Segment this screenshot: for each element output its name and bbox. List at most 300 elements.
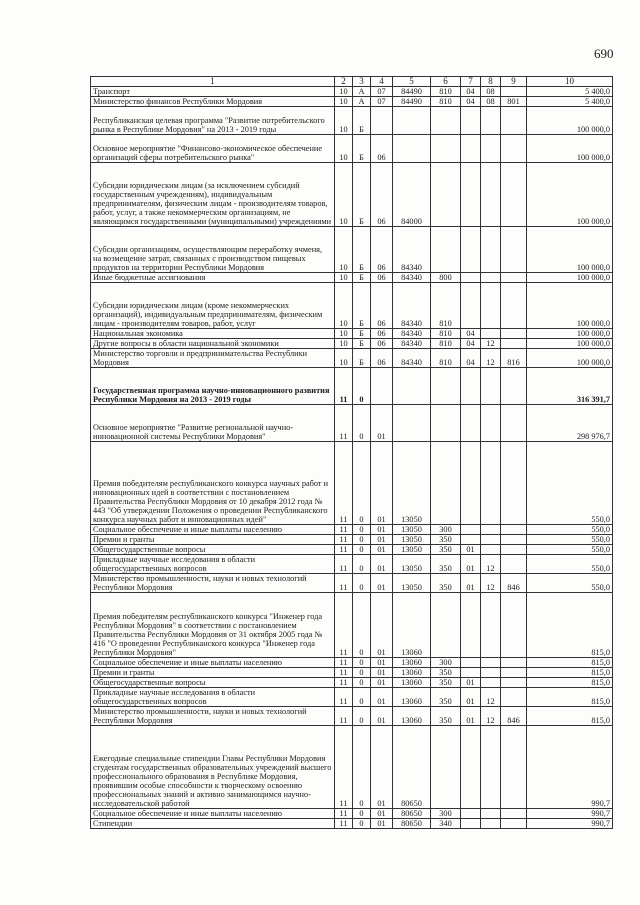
code-section-cell (461, 405, 481, 442)
code-expense-type-cell: 300 (431, 658, 461, 668)
code-pp-cell: Б (353, 349, 371, 368)
code-direction-cell: 13060 (393, 658, 431, 668)
code-section-cell (461, 135, 481, 163)
table-row (91, 555, 613, 574)
code-direction-cell: 84490 (393, 87, 431, 97)
item-name-cell: Прикладные научные исследования в области общегосударственных вопросов (91, 555, 335, 574)
code-ministry-cell (501, 227, 527, 273)
item-name-cell: Министерство промышленности, науки и новых технологий Республики Мордовия (91, 574, 335, 593)
item-name-cell: Иные бюджетные ассигнования (91, 273, 335, 283)
code-pp-cell: Б (353, 283, 371, 329)
code-pp-cell: Б (353, 273, 371, 283)
code-ministry-cell (501, 87, 527, 97)
code-gp-cell: 11 (335, 405, 353, 442)
code-pp-cell: 0 (353, 668, 371, 678)
code-ministry-cell (501, 819, 527, 829)
code-expense-type-cell: 350 (431, 555, 461, 574)
code-section-cell: 04 (461, 339, 481, 349)
amount-cell: 100 000,0 (527, 349, 613, 368)
amount-cell: 815,0 (527, 668, 613, 678)
code-gp-cell: 11 (335, 525, 353, 535)
code-pp-cell: 0 (353, 442, 371, 525)
code-ministry-cell: 801 (501, 97, 527, 107)
code-expense-type-cell: 810 (431, 283, 461, 329)
code-gp-cell: 10 (335, 163, 353, 227)
header-cell: 10 (527, 77, 613, 87)
budget-table (90, 76, 613, 829)
code-om-cell: 07 (371, 87, 393, 97)
table-row (91, 442, 613, 525)
code-expense-type-cell: 350 (431, 678, 461, 688)
item-name-cell: Премии и гранты (91, 668, 335, 678)
table-row (91, 163, 613, 227)
table-row (91, 658, 613, 668)
code-direction-cell: 84340 (393, 339, 431, 349)
amount-cell: 990,7 (527, 809, 613, 819)
table-row (91, 819, 613, 829)
item-name-cell: Субсидии юридическим лицам (за исключением субсидий государственным учреждениям), индивидуальным предпринимателям, физическим лицам - производителям товаров, работ, услуг, а также некоммерческим организациям, не являющимся государственными (муниципальными) учреждениями (91, 163, 335, 227)
code-subsection-cell (481, 658, 501, 668)
item-name-cell: Субсидии юридическим лицам (кроме некоммерческих организаций), индивидуальным предпринимателям, физическим лицам - производителям товаров, работ, услуг (91, 283, 335, 329)
code-direction-cell: 13050 (393, 442, 431, 525)
item-name-cell: Национальная экономика (91, 329, 335, 339)
code-subsection-cell (481, 809, 501, 819)
code-ministry-cell (501, 726, 527, 809)
header-cell: 8 (481, 77, 501, 87)
item-name-cell: Премия победителям республиканского конкурса научных работ и инновационных идей в соответствии с постановлением Правительства Республики Мордовия от 10 декабря 2012 года № 443 "Об утверждении Положения о проведении Республиканского конкурса научных работ и инновационных идей" (91, 442, 335, 525)
amount-cell: 5 400,0 (527, 97, 613, 107)
code-gp-cell: 10 (335, 87, 353, 97)
table-row (91, 688, 613, 707)
header-cell: 5 (393, 77, 431, 87)
code-subsection-cell (481, 678, 501, 688)
code-ministry-cell (501, 678, 527, 688)
code-gp-cell: 11 (335, 688, 353, 707)
item-name-cell: Транспорт (91, 87, 335, 97)
code-section-cell (461, 726, 481, 809)
item-name-cell: Субсидии организациям, осуществляющим переработку ячменя, на возмещение затрат, связанных с производством пищевых продуктов на территории Республики Мордовия (91, 227, 335, 273)
code-direction-cell: 13060 (393, 678, 431, 688)
code-subsection-cell (481, 135, 501, 163)
code-gp-cell: 11 (335, 555, 353, 574)
code-expense-type-cell (431, 163, 461, 227)
item-name-cell: Социальное обеспечение и иные выплаты населению (91, 658, 335, 668)
code-om-cell: 01 (371, 545, 393, 555)
amount-cell: 100 000,0 (527, 107, 613, 135)
code-gp-cell: 10 (335, 339, 353, 349)
code-gp-cell: 11 (335, 668, 353, 678)
code-section-cell (461, 227, 481, 273)
code-expense-type-cell: 810 (431, 339, 461, 349)
code-gp-cell: 11 (335, 678, 353, 688)
code-ministry-cell (501, 329, 527, 339)
code-section-cell: 04 (461, 97, 481, 107)
code-pp-cell: 0 (353, 368, 371, 405)
header-cell: 2 (335, 77, 353, 87)
code-pp-cell: Б (353, 329, 371, 339)
code-om-cell: 01 (371, 525, 393, 535)
code-om-cell: 01 (371, 668, 393, 678)
code-om-cell: 06 (371, 329, 393, 339)
code-pp-cell: Б (353, 135, 371, 163)
code-ministry-cell (501, 107, 527, 135)
code-expense-type-cell: 810 (431, 87, 461, 97)
amount-cell: 990,7 (527, 726, 613, 809)
item-name-cell: Премия победителям республиканского конкурса "Инженер года Республики Мордовия" в соответствии с постановлением Правительства Республики Мордовия от 31 октября 2005 года № 416 "О проведении Республиканского конкурса "Инженер года Республики Мордовия" (91, 593, 335, 658)
header-cell: 9 (501, 77, 527, 87)
code-section-cell (461, 525, 481, 535)
code-direction-cell: 84490 (393, 97, 431, 107)
code-direction-cell: 13050 (393, 545, 431, 555)
amount-cell: 990,7 (527, 819, 613, 829)
table-row (91, 535, 613, 545)
code-gp-cell: 11 (335, 726, 353, 809)
code-pp-cell: 0 (353, 658, 371, 668)
item-name-cell: Общегосударственные вопросы (91, 678, 335, 688)
code-direction-cell: 13050 (393, 525, 431, 535)
amount-cell: 550,0 (527, 545, 613, 555)
amount-cell: 550,0 (527, 574, 613, 593)
code-direction-cell (393, 135, 431, 163)
code-gp-cell: 11 (335, 658, 353, 668)
amount-cell: 815,0 (527, 688, 613, 707)
item-name-cell: Республиканская целевая программа "Развитие потребительского рынка в Республике Мордовия" на 2013 - 2019 годы (91, 107, 335, 135)
code-om-cell: 01 (371, 819, 393, 829)
amount-cell: 815,0 (527, 593, 613, 658)
code-om-cell: 06 (371, 135, 393, 163)
table-body (91, 87, 613, 829)
code-subsection-cell (481, 525, 501, 535)
code-direction-cell (393, 405, 431, 442)
code-expense-type-cell: 810 (431, 329, 461, 339)
code-gp-cell: 10 (335, 329, 353, 339)
code-pp-cell: 0 (353, 574, 371, 593)
code-subsection-cell: 12 (481, 339, 501, 349)
header-cell: 4 (371, 77, 393, 87)
item-name-cell: Ежегодные специальные стипендии Главы Республики Мордовия студентам государственных образовательных учреждений высшего профессионального образования в Республике Мордовия, проявившим особые способности к творческому освоению профессиональных знаний и активно занимающимся научно-исследовательской работой (91, 726, 335, 809)
code-om-cell: 06 (371, 163, 393, 227)
table-row (91, 283, 613, 329)
code-section-cell: 01 (461, 707, 481, 726)
code-section-cell: 04 (461, 87, 481, 97)
code-ministry-cell (501, 525, 527, 535)
item-name-cell: Министерство торговли и предпринимательства Республики Мордовия (91, 349, 335, 368)
code-direction-cell: 80650 (393, 819, 431, 829)
code-om-cell: 01 (371, 574, 393, 593)
code-pp-cell: 0 (353, 688, 371, 707)
code-subsection-cell: 12 (481, 574, 501, 593)
code-ministry-cell (501, 368, 527, 405)
code-ministry-cell (501, 163, 527, 227)
page-number: 690 (594, 46, 614, 61)
code-pp-cell: Б (353, 227, 371, 273)
amount-cell: 550,0 (527, 525, 613, 535)
code-expense-type-cell: 350 (431, 574, 461, 593)
code-section-cell (461, 658, 481, 668)
code-ministry-cell (501, 442, 527, 525)
table-row (91, 525, 613, 535)
code-section-cell: 04 (461, 349, 481, 368)
item-name-cell: Стипендии (91, 819, 335, 829)
code-om-cell: 01 (371, 555, 393, 574)
code-section-cell (461, 535, 481, 545)
code-direction-cell: 13060 (393, 707, 431, 726)
code-expense-type-cell (431, 593, 461, 658)
code-gp-cell: 11 (335, 574, 353, 593)
code-ministry-cell: 816 (501, 349, 527, 368)
code-pp-cell: 0 (353, 809, 371, 819)
code-expense-type-cell: 350 (431, 668, 461, 678)
table-row (91, 405, 613, 442)
amount-cell: 100 000,0 (527, 163, 613, 227)
code-ministry-cell (501, 273, 527, 283)
code-ministry-cell (501, 809, 527, 819)
table-row (91, 135, 613, 163)
code-section-cell: 01 (461, 574, 481, 593)
code-expense-type-cell (431, 726, 461, 809)
code-ministry-cell (501, 535, 527, 545)
code-section-cell (461, 107, 481, 135)
amount-cell: 815,0 (527, 707, 613, 726)
code-pp-cell: 0 (353, 405, 371, 442)
code-section-cell (461, 368, 481, 405)
code-subsection-cell (481, 668, 501, 678)
code-pp-cell: 0 (353, 593, 371, 658)
code-subsection-cell (481, 163, 501, 227)
code-ministry-cell (501, 668, 527, 678)
code-om-cell: 01 (371, 726, 393, 809)
code-subsection-cell (481, 593, 501, 658)
code-gp-cell: 11 (335, 707, 353, 726)
code-pp-cell: 0 (353, 535, 371, 545)
code-direction-cell: 80650 (393, 726, 431, 809)
code-gp-cell: 11 (335, 593, 353, 658)
code-section-cell: 01 (461, 688, 481, 707)
code-gp-cell: 11 (335, 368, 353, 405)
code-om-cell: 01 (371, 678, 393, 688)
code-ministry-cell (501, 688, 527, 707)
code-gp-cell: 11 (335, 809, 353, 819)
header-cell: 6 (431, 77, 461, 87)
table-row (91, 707, 613, 726)
code-expense-type-cell: 810 (431, 97, 461, 107)
header-cell: 1 (91, 77, 335, 87)
amount-cell: 316 391,7 (527, 368, 613, 405)
code-pp-cell: 0 (353, 525, 371, 535)
code-gp-cell: 10 (335, 349, 353, 368)
table-row (91, 545, 613, 555)
code-om-cell: 01 (371, 593, 393, 658)
item-name-cell: Основное мероприятие "Развитие региональной научно-инновационной системы Республики Мордовия" (91, 405, 335, 442)
code-pp-cell: 0 (353, 819, 371, 829)
code-direction-cell: 13060 (393, 593, 431, 658)
code-subsection-cell: 12 (481, 555, 501, 574)
code-direction-cell: 80650 (393, 809, 431, 819)
header-cell: 7 (461, 77, 481, 87)
code-subsection-cell (481, 329, 501, 339)
code-gp-cell: 11 (335, 545, 353, 555)
code-pp-cell: 0 (353, 707, 371, 726)
code-subsection-cell (481, 442, 501, 525)
code-section-cell (461, 668, 481, 678)
code-gp-cell: 10 (335, 227, 353, 273)
amount-cell: 815,0 (527, 678, 613, 688)
code-subsection-cell (481, 726, 501, 809)
code-ministry-cell: 846 (501, 707, 527, 726)
code-subsection-cell: 08 (481, 97, 501, 107)
code-expense-type-cell: 350 (431, 688, 461, 707)
code-section-cell (461, 163, 481, 227)
code-ministry-cell (501, 135, 527, 163)
code-subsection-cell: 12 (481, 707, 501, 726)
code-ministry-cell: 846 (501, 574, 527, 593)
code-om-cell: 01 (371, 442, 393, 525)
header-cell: 3 (353, 77, 371, 87)
code-direction-cell (393, 107, 431, 135)
code-pp-cell: А (353, 87, 371, 97)
code-direction-cell: 13060 (393, 688, 431, 707)
code-section-cell (461, 442, 481, 525)
code-om-cell: 01 (371, 405, 393, 442)
code-expense-type-cell: 350 (431, 535, 461, 545)
code-subsection-cell: 12 (481, 688, 501, 707)
code-direction-cell: 84340 (393, 283, 431, 329)
code-direction-cell: 84340 (393, 227, 431, 273)
item-name-cell: Государственная программа научно-инновационного развития Республики Мордовия на 2013 - 2019 годы (91, 368, 335, 405)
code-section-cell (461, 809, 481, 819)
item-name-cell: Социальное обеспечение и иные выплаты населению (91, 525, 335, 535)
code-subsection-cell (481, 283, 501, 329)
item-name-cell: Социальное обеспечение и иные выплаты населению (91, 809, 335, 819)
code-pp-cell: 0 (353, 678, 371, 688)
code-section-cell: 04 (461, 329, 481, 339)
code-om-cell: 01 (371, 688, 393, 707)
table-row (91, 368, 613, 405)
code-om-cell: 01 (371, 658, 393, 668)
item-name-cell: Премии и гранты (91, 535, 335, 545)
code-subsection-cell (481, 545, 501, 555)
code-om-cell: 06 (371, 349, 393, 368)
code-expense-type-cell (431, 227, 461, 273)
code-subsection-cell (481, 227, 501, 273)
code-gp-cell: 10 (335, 107, 353, 135)
code-gp-cell: 10 (335, 135, 353, 163)
code-ministry-cell (501, 658, 527, 668)
code-expense-type-cell: 340 (431, 819, 461, 829)
amount-cell: 550,0 (527, 535, 613, 545)
table-row (91, 593, 613, 658)
code-om-cell: 01 (371, 809, 393, 819)
amount-cell: 550,0 (527, 442, 613, 525)
table-row (91, 678, 613, 688)
code-gp-cell: 11 (335, 819, 353, 829)
item-name-cell: Министерство финансов Республики Мордовия (91, 97, 335, 107)
code-direction-cell: 84340 (393, 329, 431, 339)
code-section-cell: 01 (461, 678, 481, 688)
code-gp-cell: 11 (335, 442, 353, 525)
code-pp-cell: 0 (353, 545, 371, 555)
code-subsection-cell (481, 535, 501, 545)
table-row (91, 87, 613, 97)
code-om-cell: 01 (371, 535, 393, 545)
code-direction-cell: 13060 (393, 668, 431, 678)
code-om-cell: 06 (371, 339, 393, 349)
code-om-cell: 01 (371, 707, 393, 726)
code-ministry-cell (501, 405, 527, 442)
code-gp-cell: 10 (335, 283, 353, 329)
table-row (91, 349, 613, 368)
code-ministry-cell (501, 283, 527, 329)
code-subsection-cell: 08 (481, 87, 501, 97)
code-subsection-cell (481, 405, 501, 442)
table-row (91, 273, 613, 283)
item-name-cell: Общегосударственные вопросы (91, 545, 335, 555)
amount-cell: 5 400,0 (527, 87, 613, 97)
code-pp-cell: Б (353, 107, 371, 135)
item-name-cell: Другие вопросы в области национальной экономики (91, 339, 335, 349)
code-gp-cell: 11 (335, 535, 353, 545)
code-pp-cell: Б (353, 163, 371, 227)
item-name-cell: Министерство промышленности, науки и новых технологий Республики Мордовия (91, 707, 335, 726)
amount-cell: 100 000,0 (527, 227, 613, 273)
code-ministry-cell (501, 593, 527, 658)
code-direction-cell (393, 368, 431, 405)
code-om-cell: 07 (371, 97, 393, 107)
code-section-cell: 01 (461, 545, 481, 555)
code-om-cell (371, 368, 393, 405)
code-direction-cell: 13050 (393, 574, 431, 593)
code-expense-type-cell (431, 368, 461, 405)
table-row (91, 339, 613, 349)
code-section-cell (461, 273, 481, 283)
item-name-cell: Основное мероприятие "Финансово-экономическое обеспечение организаций сферы потребительского рынка" (91, 135, 335, 163)
code-expense-type-cell (431, 405, 461, 442)
code-om-cell: 06 (371, 273, 393, 283)
code-subsection-cell (481, 368, 501, 405)
code-subsection-cell (481, 273, 501, 283)
code-subsection-cell (481, 819, 501, 829)
code-expense-type-cell: 810 (431, 349, 461, 368)
code-expense-type-cell: 350 (431, 545, 461, 555)
code-expense-type-cell: 300 (431, 525, 461, 535)
code-om-cell (371, 107, 393, 135)
table-row (91, 809, 613, 819)
amount-cell: 100 000,0 (527, 135, 613, 163)
code-direction-cell: 13050 (393, 535, 431, 545)
code-expense-type-cell (431, 135, 461, 163)
table-row (91, 97, 613, 107)
amount-cell: 298 976,7 (527, 405, 613, 442)
table-row (91, 726, 613, 809)
table-row (91, 329, 613, 339)
amount-cell: 550,0 (527, 555, 613, 574)
code-section-cell (461, 819, 481, 829)
code-gp-cell: 10 (335, 97, 353, 107)
code-om-cell: 06 (371, 283, 393, 329)
code-direction-cell: 84000 (393, 163, 431, 227)
code-expense-type-cell (431, 442, 461, 525)
table-row (91, 668, 613, 678)
amount-cell: 815,0 (527, 658, 613, 668)
amount-cell: 100 000,0 (527, 329, 613, 339)
code-gp-cell: 10 (335, 273, 353, 283)
code-subsection-cell (481, 107, 501, 135)
code-pp-cell: 0 (353, 726, 371, 809)
header-row (91, 77, 613, 87)
amount-cell: 100 000,0 (527, 339, 613, 349)
code-section-cell (461, 283, 481, 329)
code-expense-type-cell: 350 (431, 707, 461, 726)
